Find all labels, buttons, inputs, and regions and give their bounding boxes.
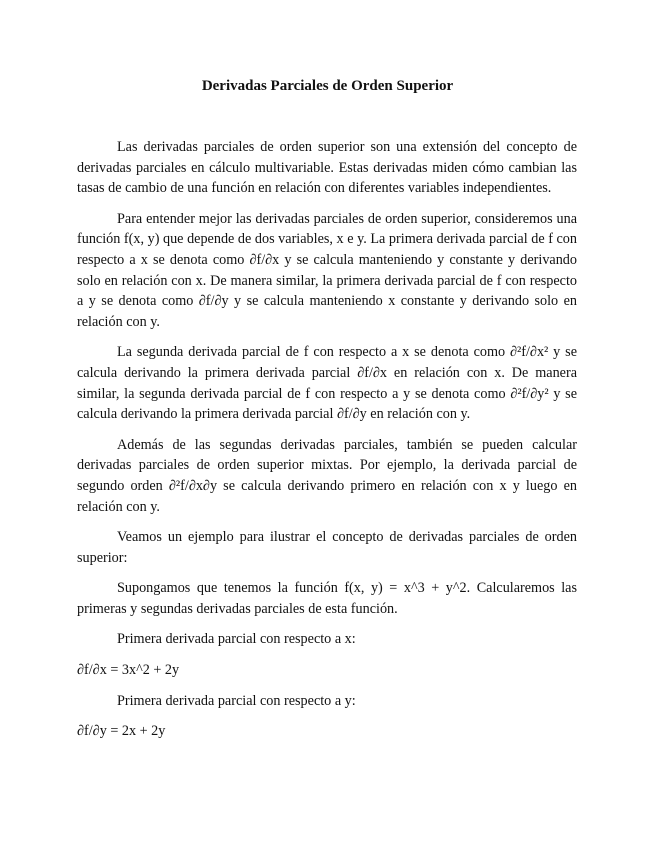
- paragraph-first-y-label: Primera derivada parcial con respecto a y:: [117, 692, 356, 709]
- paragraph-mixed-derivatives: Además de las segundas derivadas parciales, también se pueden calcular derivadas parciales de orden superior mixtas. Por ejemplo, la derivada parcial de segundo orden ∂²f/∂x∂y se calcula derivando primero en relación con x y luego en relación con y.: [77, 436, 577, 515]
- paragraph-intro: Las derivadas parciales de orden superior son una extensión del concepto de derivadas parciales en cálculo multivariable. Estas derivadas miden cómo cambian las tasas de cambio de una función en relación con diferentes variables independientes.: [77, 139, 577, 197]
- paragraph-first-derivatives: Para entender mejor las derivadas parciales de orden superior, consideremos una función f(x, y) que depende de dos variables, x e y. La primera derivada parcial de f con respecto a x se denota como ∂f/∂x y se calcula manteniendo y constante y derivando solo en relación con x. De manera similar, la primera derivada parcial de f con respecto a y se denota como ∂f/∂y y se calcula manteniendo x constante y derivando solo en relación con y.: [77, 210, 577, 330]
- document-title: Derivadas Parciales de Orden Superior: [201, 78, 454, 94]
- paragraph-second-derivatives: La segunda derivada parcial de f con respecto a x se denota como ∂²f/∂x² y se calcula derivando la primera derivada parcial ∂f/∂x en relación con x. De manera similar, la segunda derivada parcial de f con respecto a y se denota como ∂²f/∂y² y se calcula derivando la primera derivada parcial ∂f/∂y en relación con y.: [77, 344, 577, 423]
- paragraph-example-function: Supongamos que tenemos la función f(x, y) = x^3 + y^2. Calcularemos las primeras y segundas derivadas parciales de esta función.: [77, 580, 577, 617]
- document-body: [77, 137, 577, 752]
- equation-df-dx: ∂f/∂x = 3x^2 + 2y: [77, 662, 180, 679]
- paragraph-example-intro: Veamos un ejemplo para ilustrar el concepto de derivadas parciales de orden superior:: [77, 529, 577, 566]
- equation-df-dy: ∂f/∂y = 2x + 2y: [77, 723, 166, 740]
- paragraph-first-x-label: Primera derivada parcial con respecto a x:: [117, 631, 356, 648]
